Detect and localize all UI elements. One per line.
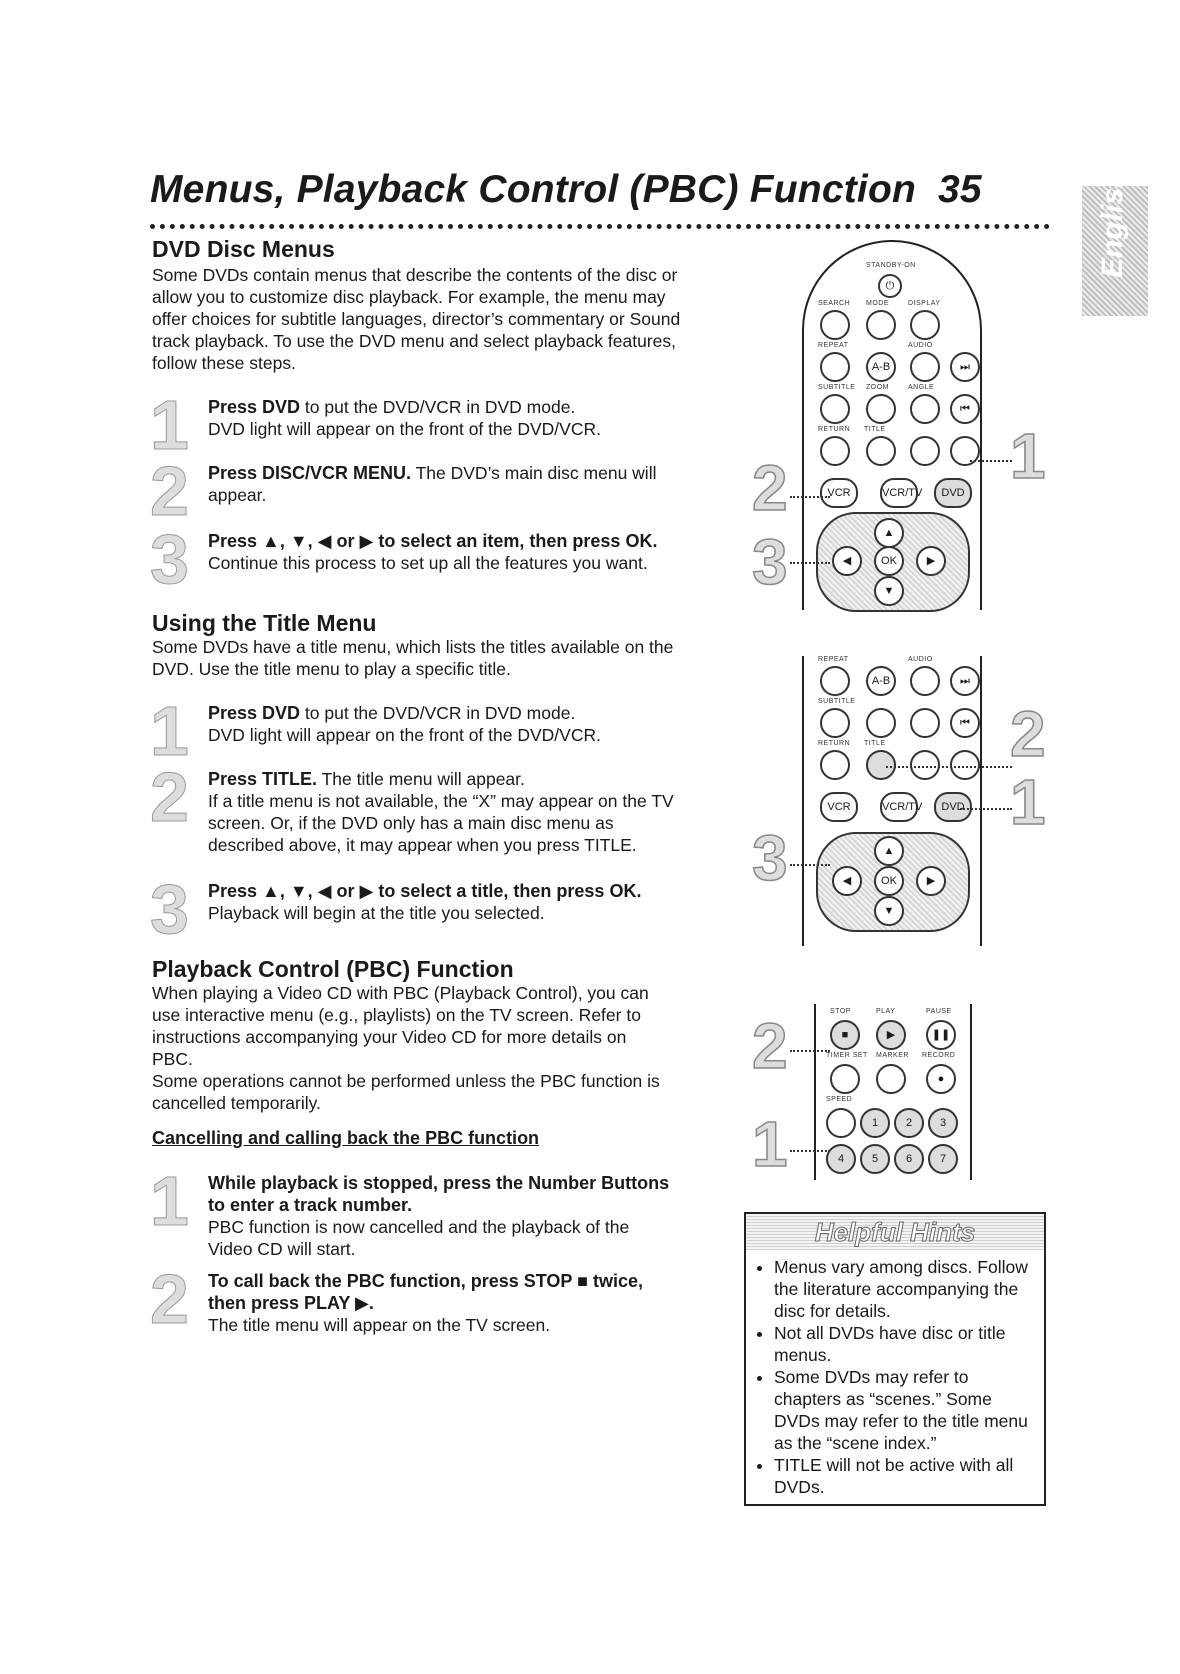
language-tab-label: English [1096, 169, 1129, 278]
clear-button [910, 436, 940, 466]
step-number: 1 [150, 386, 189, 464]
callout-2: 2 [752, 452, 788, 524]
timer-set-label: TIMER SET [826, 1052, 868, 1059]
language-tab [1082, 169, 1148, 316]
display-button [910, 310, 940, 340]
title-button [866, 436, 896, 466]
remote-illustration-middle [802, 656, 982, 946]
callout-leader [790, 1050, 830, 1052]
dvd-button: DVD [934, 478, 972, 508]
number-4-button: 4 [826, 1144, 856, 1174]
step-instruction: To call back the PBC function, press STOP ■ twice, then press PLAY ▶. [208, 1271, 643, 1313]
step-instruction-rest: to put the DVD/VCR in DVD mode. [300, 703, 576, 723]
hint-item: • Some DVDs may refer to chapters as “scenes.” Some DVDs may refer to the title menu as the “scene index.” [774, 1366, 1034, 1454]
return-button [820, 750, 850, 780]
page-title-text: Menus, Playback Control (PBC) Function [150, 168, 916, 211]
title-label: TITLE [864, 426, 886, 433]
pbc-intro: When playing a Video CD with PBC (Playback Control), you can use interactive menu (e.g., playlists) on the TV screen. Refer to instructions accompanying your Video CD for more details on PBC. [152, 983, 649, 1069]
hint-item: • Not all DVDs have disc or title menus. [774, 1322, 1034, 1366]
vcr-button: VCR [820, 792, 858, 822]
callout-2: 2 [752, 1010, 788, 1082]
step-number: 3 [150, 520, 189, 598]
slow-button [950, 750, 980, 780]
title-menu-intro: Some DVDs have a title menu, which lists the titles available on the DVD. Use the title menu to play a specific title. [152, 637, 674, 679]
left-arrow-icon: ◀ [832, 866, 862, 896]
number-2-button: 2 [894, 1108, 924, 1138]
pause-icon: ❚❚ [926, 1020, 956, 1050]
audio-button [910, 352, 940, 382]
record-label: RECORD [922, 1052, 956, 1059]
dvd-menus-intro: Some DVDs contain menus that describe the contents of the disc or allow you to customize disc playback. For example, the menu may offer choices for subtitle languages, director’s commentary or Sound track playback. To use the DVD menu and select playback features, follow these steps. [152, 265, 681, 373]
skip-down-icon: ⏮ [950, 708, 980, 738]
repeat-label: REPEAT [818, 342, 849, 349]
subtitle-button [820, 394, 850, 424]
dvd-button: DVD [934, 792, 972, 822]
title-button [866, 750, 896, 780]
audio-button [910, 666, 940, 696]
pbc-step-1 [150, 1162, 710, 1260]
title-step-1 [150, 692, 710, 770]
step-detail: The title menu will appear on the TV screen. [208, 1315, 551, 1335]
step-instruction-rest: The title menu will appear. [317, 769, 525, 789]
skip-up-icon: ⏭ [950, 352, 980, 382]
zoom-button [866, 394, 896, 424]
callout-leader [790, 496, 830, 498]
subtitle-label: SUBTITLE [818, 698, 856, 705]
title-step-3 [150, 870, 710, 948]
hint-item: • TITLE will not be active with all DVDs. [774, 1454, 1034, 1498]
right-arrow-icon: ▶ [916, 546, 946, 576]
stop-label: STOP [830, 1008, 851, 1015]
right-arrow-icon: ▶ [916, 866, 946, 896]
vcr-button: VCR [820, 478, 858, 508]
step-instruction: While playback is stopped, press the Number Buttons to enter a track number. [208, 1173, 670, 1215]
callout-1: 1 [752, 1108, 788, 1180]
dvd-menus-heading: DVD Disc Menus [152, 236, 335, 262]
step-instruction: Press DVD [208, 397, 301, 417]
helpful-hints-heading: Helpful Hints [746, 1214, 1044, 1250]
ab-button: A-B [866, 352, 896, 382]
callout-1: 1 [1010, 766, 1046, 838]
callout-leader [970, 460, 1012, 462]
callout-leader [790, 1150, 830, 1152]
down-arrow-icon: ▼ [874, 576, 904, 606]
repeat-label: REPEAT [818, 656, 849, 663]
helpful-hints-box [744, 1212, 1046, 1506]
dvd-step-3 [150, 520, 710, 598]
marker-label: MARKER [876, 1052, 909, 1059]
callout-leader [886, 766, 1012, 768]
step-number: 1 [150, 1162, 189, 1240]
callout-leader [790, 864, 830, 866]
title-label: TITLE [864, 740, 886, 747]
step-detail: PBC function is now cancelled and the playback of the Video CD will start. [208, 1217, 630, 1259]
step-detail: DVD light will appear on the front of the DVD/VCR. [208, 419, 601, 439]
remote-illustration-top [802, 240, 982, 610]
callout-leader [960, 808, 1012, 810]
down-arrow-icon: ▼ [874, 896, 904, 926]
number-3-button: 3 [928, 1108, 958, 1138]
speed-button [826, 1108, 856, 1138]
step-detail: If a title menu is not available, the “X” may appear on the TV screen. Or, if the DVD only has a main disc menu as described above, it may appear when you press TITLE. [208, 791, 674, 855]
helpful-hints-list [746, 1256, 1044, 1498]
up-arrow-icon: ▲ [874, 518, 904, 548]
play-icon: ▶ [876, 1020, 906, 1050]
record-icon: ● [926, 1064, 956, 1094]
subtitle-button [820, 708, 850, 738]
zoom-button [866, 708, 896, 738]
return-label: RETURN [818, 740, 851, 747]
repeat-button [820, 352, 850, 382]
return-button [820, 436, 850, 466]
timer-set-button [830, 1064, 860, 1094]
power-icon: ⏻ [878, 274, 902, 298]
pbc-subheading: Cancelling and calling back the PBC function [152, 1128, 540, 1148]
step-detail: Playback will begin at the title you selected. [208, 903, 545, 923]
search-label: SEARCH [818, 300, 851, 307]
page-title [150, 168, 1050, 212]
speed-label: SPEED [826, 1096, 853, 1103]
mode-label: MODE [866, 300, 889, 307]
step-number: 2 [150, 758, 189, 836]
angle-button [910, 394, 940, 424]
return-label: RETURN [818, 426, 851, 433]
skip-down-icon: ⏮ [950, 394, 980, 424]
display-label: DISPLAY [908, 300, 941, 307]
zoom-label: ZOOM [866, 384, 889, 391]
title-menu-heading: Using the Title Menu [152, 610, 377, 636]
dotted-divider [150, 224, 1050, 229]
step-number: 3 [150, 870, 189, 948]
pbc-note: Some operations cannot be performed unless the PBC function is cancelled temporarily. [152, 1071, 660, 1113]
angle-button [910, 708, 940, 738]
play-label: PLAY [876, 1008, 896, 1015]
subtitle-label: SUBTITLE [818, 384, 856, 391]
dvd-step-2 [150, 452, 710, 530]
callout-3: 3 [752, 822, 788, 894]
step-instruction: Press DISC/VCR MENU. [208, 463, 412, 483]
search-button [820, 310, 850, 340]
left-arrow-icon: ◀ [832, 546, 862, 576]
number-1-button: 1 [860, 1108, 890, 1138]
pbc-heading: Playback Control (PBC) Function [152, 956, 514, 982]
step-instruction-rest: to put the DVD/VCR in DVD mode. [300, 397, 576, 417]
mode-button [866, 310, 896, 340]
up-arrow-icon: ▲ [874, 836, 904, 866]
step-number: 2 [150, 452, 189, 530]
step-instruction: Press TITLE. [208, 769, 318, 789]
step-instruction: Press ▲, ▼, ◀ or ▶ to select a title, then press OK. [208, 881, 642, 901]
callout-2: 2 [1010, 698, 1046, 770]
callout-1: 1 [1010, 420, 1046, 492]
standby-label: STANDBY-ON [866, 262, 916, 269]
angle-label: ANGLE [908, 384, 935, 391]
step-detail: DVD light will appear on the front of the DVD/VCR. [208, 725, 601, 745]
step-instruction: Press DVD [208, 703, 301, 723]
title-step-2 [150, 758, 710, 856]
marker-button [876, 1064, 906, 1094]
step-instruction: Press ▲, ▼, ◀ or ▶ to select an item, then press OK. [208, 531, 658, 551]
ok-button: OK [874, 866, 904, 896]
vcrtv-button: VCR/TV [880, 792, 918, 822]
dvd-step-1 [150, 386, 710, 464]
step-detail: Continue this process to set up all the features you want. [208, 553, 648, 573]
step-number: 1 [150, 692, 189, 770]
audio-label: AUDIO [908, 656, 933, 663]
hint-item: • Menus vary among discs. Follow the literature accompanying the disc for details. [774, 1256, 1034, 1322]
audio-label: AUDIO [908, 342, 933, 349]
step-instruction-rest: The DVD’s main disc menu will appear. [208, 463, 657, 505]
pbc-step-2 [150, 1260, 710, 1338]
callout-3: 3 [752, 526, 788, 598]
stop-icon: ■ [830, 1020, 860, 1050]
repeat-button [820, 666, 850, 696]
vcrtv-button: VCR/TV [880, 478, 918, 508]
number-5-button: 5 [860, 1144, 890, 1174]
callout-leader [790, 562, 830, 564]
remote-illustration-bottom [814, 1004, 972, 1180]
skip-up-icon: ⏭ [950, 666, 980, 696]
pause-label: PAUSE [926, 1008, 952, 1015]
ab-button: A-B [866, 666, 896, 696]
clear-button [910, 750, 940, 780]
page-number: 35 [938, 168, 982, 211]
ok-button: OK [874, 546, 904, 576]
step-number: 2 [150, 1260, 189, 1338]
number-7-button: 7 [928, 1144, 958, 1174]
number-6-button: 6 [894, 1144, 924, 1174]
